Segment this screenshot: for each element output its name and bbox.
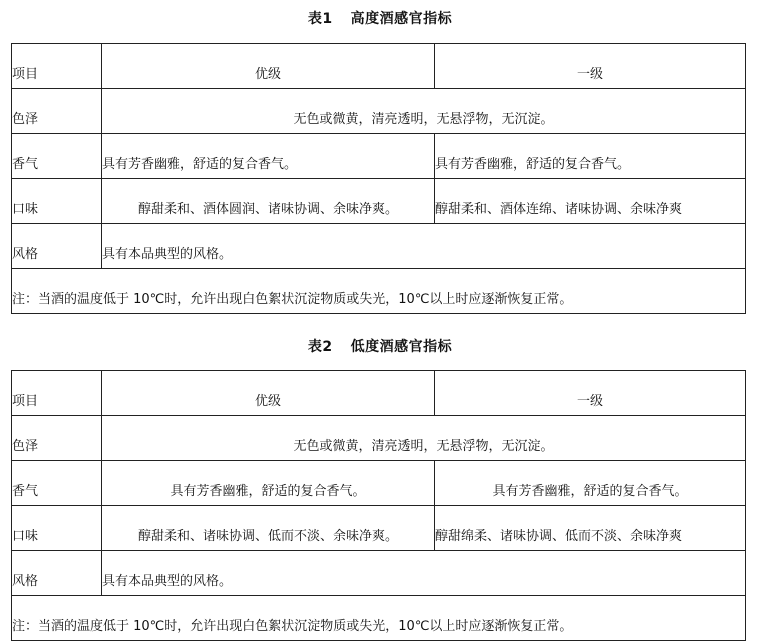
table1-caption [0,8,760,28]
row-aroma-first-grade: 具有芳香幽雅，舒适的复合香气。 [435,134,746,179]
table2-caption [0,336,760,356]
row-taste-label: 口味 [12,179,102,224]
table-row [12,44,746,89]
row-style-label: 风格 [12,551,102,596]
table-row [12,371,746,416]
header-item: 项目 [12,44,102,89]
table-row [12,461,746,506]
row-taste-excellent: 醇甜柔和、诸味协调、低而不淡、余味净爽。 [102,506,435,551]
header-excellent: 优级 [102,371,435,416]
row-style-value: 具有本品典型的风格。 [102,551,746,596]
table-row [12,416,746,461]
table-row [12,89,746,134]
row-aroma-excellent: 具有芳香幽雅，舒适的复合香气。 [102,134,435,179]
table2-note: 注：当酒的温度低于 10℃时，允许出现白色絮状沉淀物质或失光，10℃以上时应逐渐恢复正常。 [12,596,746,641]
row-color-value: 无色或微黄，清亮透明，无悬浮物，无沉淀。 [102,89,746,134]
table-row [12,506,746,551]
header-first-grade: 一级 [435,44,746,89]
row-aroma-label: 香气 [12,134,102,179]
table2-number: 表2 [307,339,333,355]
table1-title: 高度酒感官指标 [350,11,453,27]
row-taste-excellent: 醇甜柔和、酒体圆润、诸味协调、余味净爽。 [102,179,435,224]
table1-note: 注：当酒的温度低于 10℃时，允许出现白色絮状沉淀物质或失光，10℃以上时应逐渐恢复正常。 [12,269,746,314]
header-item: 项目 [12,371,102,416]
table-row [12,269,746,314]
row-color-label: 色泽 [12,89,102,134]
table-row [12,551,746,596]
row-taste-label: 口味 [12,506,102,551]
row-color-label: 色泽 [12,416,102,461]
table-row [12,596,746,641]
header-excellent: 优级 [102,44,435,89]
row-color-value: 无色或微黄，清亮透明，无悬浮物，无沉淀。 [102,416,746,461]
header-first-grade: 一级 [435,371,746,416]
table2-title: 低度酒感官指标 [350,339,453,355]
table-row [12,224,746,269]
row-aroma-excellent: 具有芳香幽雅，舒适的复合香气。 [102,461,435,506]
table-row [12,134,746,179]
table1-number: 表1 [307,11,333,27]
row-aroma-label: 香气 [12,461,102,506]
row-aroma-first-grade: 具有芳香幽雅，舒适的复合香气。 [435,461,746,506]
row-style-value: 具有本品典型的风格。 [102,224,746,269]
row-taste-first-grade: 醇甜柔和、酒体连绵、诸味协调、余味净爽 [435,179,746,224]
table2-low-proof-sensory-table [11,370,746,641]
row-style-label: 风格 [12,224,102,269]
table-row [12,179,746,224]
row-taste-first-grade: 醇甜绵柔、诸味协调、低而不淡、余味净爽 [435,506,746,551]
table1-high-proof-sensory-table [11,43,746,314]
